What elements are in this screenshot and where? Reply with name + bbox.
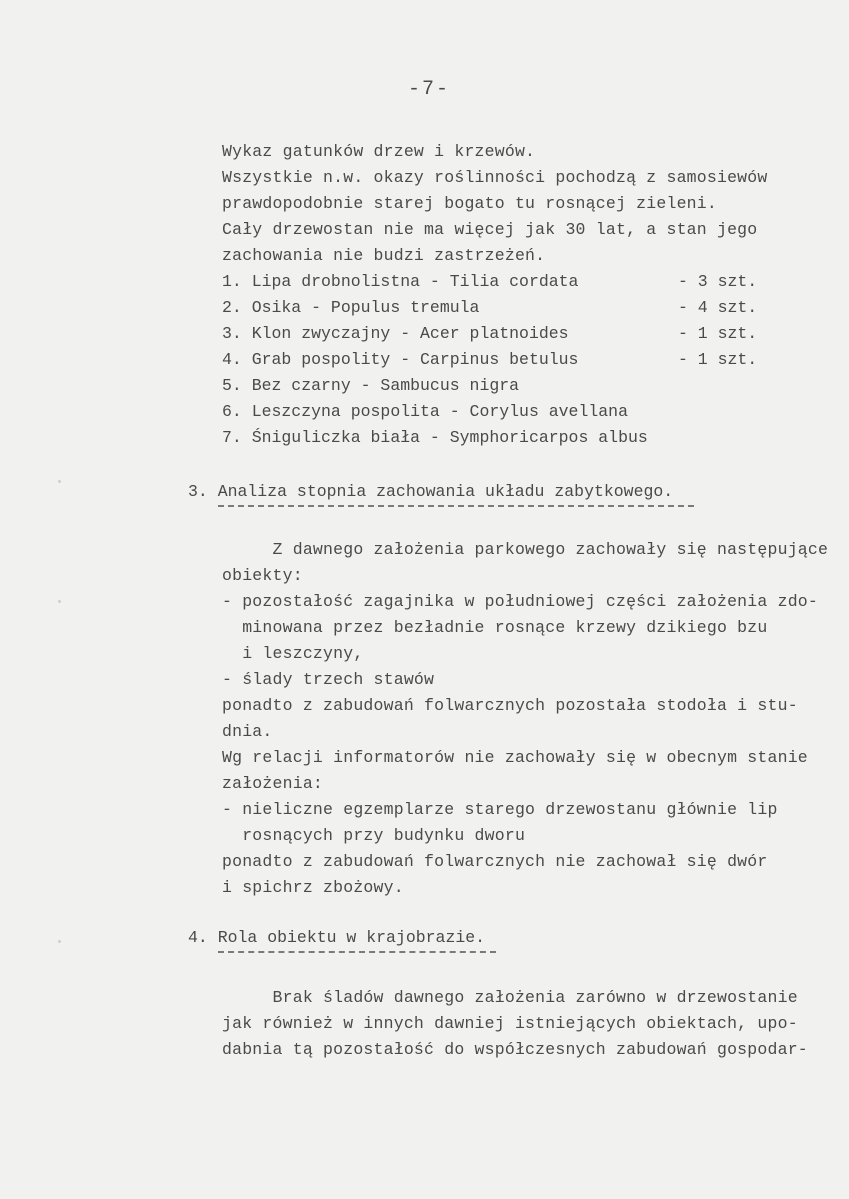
intro-line: prawdopodobnie starej bogato tu rosnącej zieleni. xyxy=(222,194,717,213)
section-3-line: i spichrz zbożowy. xyxy=(222,878,404,897)
section-4-heading: 4. Rola obiektu w krajobrazie. xyxy=(188,928,486,947)
species-item: 3. Klon zwyczajny - Acer platnoides xyxy=(222,324,569,343)
species-count: - 1 szt. xyxy=(678,350,758,369)
species-item: 1. Lipa drobnolistna - Tilia cordata xyxy=(222,272,579,291)
species-count: - 1 szt. xyxy=(678,324,758,343)
species-item: 5. Bez czarny - Sambucus nigra xyxy=(222,376,520,395)
section-3-line: Z dawnego założenia parkowego zachowały się następujące xyxy=(222,540,829,559)
intro-line: Cały drzewostan nie ma więcej jak 30 lat, a stan jego xyxy=(222,220,758,239)
species-item: 7. Śniguliczka biała - Symphoricarpos albus xyxy=(222,428,648,447)
section-3-line: - pozostałość zagajnika w południowej części założenia zdo- xyxy=(222,592,818,611)
section-3-underline xyxy=(218,505,694,507)
section-4-line: jak również w innych dawniej istniejących obiektach, upo- xyxy=(222,1014,798,1033)
section-3-line: założenia: xyxy=(222,774,324,793)
species-item: 2. Osika - Populus tremula xyxy=(222,298,480,317)
section-3-line: - nieliczne egzemplarze starego drzewostanu głównie lip xyxy=(222,800,778,819)
intro-line: zachowania nie budzi zastrzeżeń. xyxy=(222,246,546,265)
section-4-line: Brak śladów dawnego założenia zarówno w drzewostanie xyxy=(222,988,798,1007)
section-3-line: minowana przez bezładnie rosnące krzewy dzikiego bzu xyxy=(222,618,768,637)
section-3-line: obiekty: xyxy=(222,566,303,585)
section-4-underline xyxy=(218,951,496,953)
intro-line: Wszystkie n.w. okazy roślinności pochodzą z samosiewów xyxy=(222,168,768,187)
margin-mark xyxy=(58,480,61,483)
page-number: -7- xyxy=(408,78,451,101)
section-3-line: - ślady trzech stawów xyxy=(222,670,435,689)
intro-line: Wykaz gatunków drzew i krzewów. xyxy=(222,142,536,161)
section-3-line: dnia. xyxy=(222,722,273,741)
margin-mark xyxy=(58,600,61,603)
section-4-line: dabnia tą pozostałość do współczesnych zabudowań gospodar- xyxy=(222,1040,808,1059)
species-count: - 4 szt. xyxy=(678,298,758,317)
section-3-line: ponadto z zabudowań folwarcznych pozostała stodoła i stu- xyxy=(222,696,798,715)
section-3-line: i leszczyny, xyxy=(222,644,364,663)
species-count: - 3 szt. xyxy=(678,272,758,291)
section-3-heading: 3. Analiza stopnia zachowania układu zabytkowego. xyxy=(188,482,674,501)
section-3-line: Wg relacji informatorów nie zachowały się w obecnym stanie xyxy=(222,748,808,767)
section-3-line: ponadto z zabudowań folwarcznych nie zachował się dwór xyxy=(222,852,768,871)
margin-mark xyxy=(58,940,61,943)
species-item: 6. Leszczyna pospolita - Corylus avellana xyxy=(222,402,628,421)
section-3-line: rosnących przy budynku dworu xyxy=(222,826,526,845)
species-item: 4. Grab pospolity - Carpinus betulus xyxy=(222,350,579,369)
